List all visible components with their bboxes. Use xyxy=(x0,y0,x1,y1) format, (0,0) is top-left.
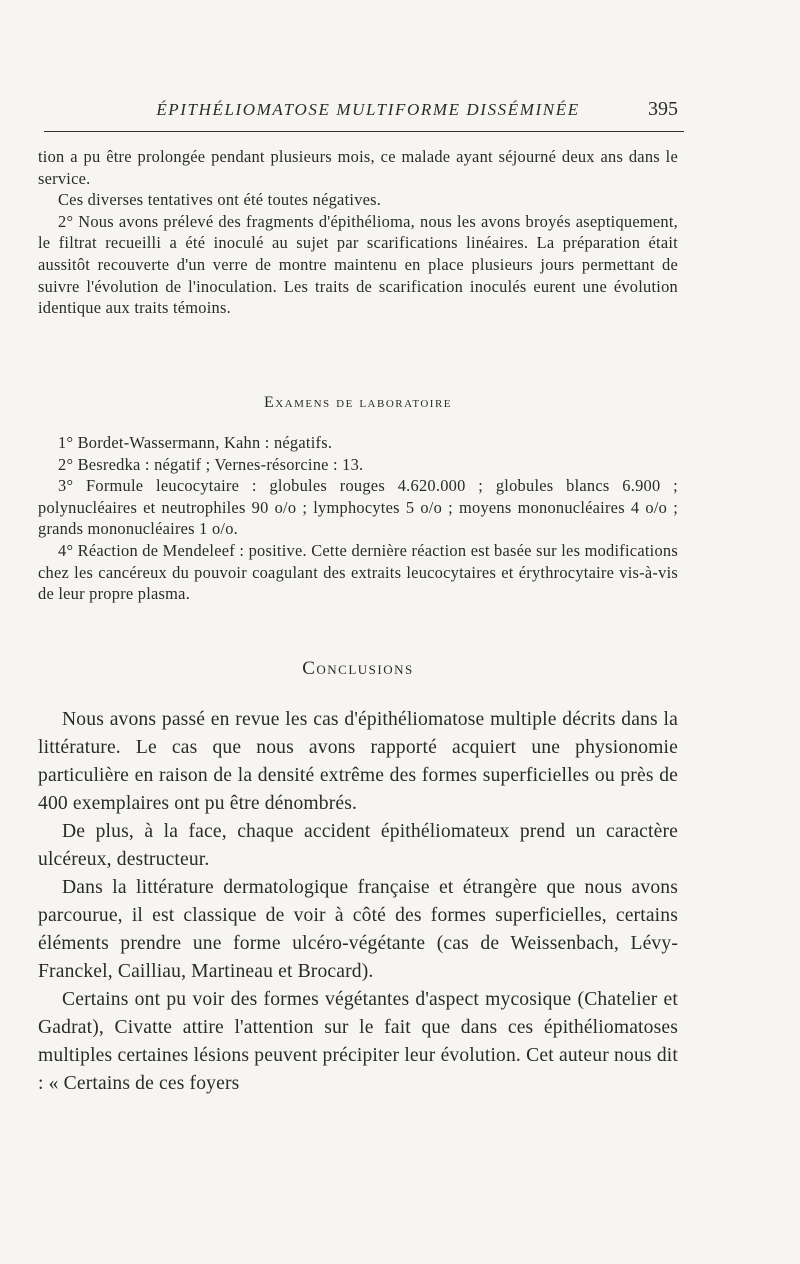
labo-item: 3° Formule leucocytaire : globules rouges 4.620.000 ; globules blancs 6.900 ; polynucléaires et neutrophiles 90 o/o ; lymphocytes 5 o/o ; moyens mononucléaires 4 o/o ; grands mononucléaires 1 o/o. xyxy=(38,476,678,539)
paragraph-inoculation: 2° Nous avons prélevé des fragments d'épithélioma, nous les avons broyés aseptiquement, le filtrat recueilli a été inoculé au sujet par scarifications linéaires. La préparation était aussitôt recouverte d'un verre de montre maintenu en place plusieurs jours permettant de suivre l'évolution de l'inoculation. Les traits de scarification inoculés eurent une évolution identique aux traits témoins. xyxy=(38,211,678,318)
header-rule xyxy=(44,131,684,132)
paragraph-continuation: tion a pu être prolongée pendant plusieurs mois, ce malade ayant séjourné deux ans dans le service. xyxy=(38,147,678,188)
labo-item: 2° Besredka : négatif ; Vernes-résorcine : 13. xyxy=(58,454,364,474)
conclusions-text xyxy=(38,706,678,1098)
labo-item: 4° Réaction de Mendeleef : positive. Cette dernière réaction est basée sur les modifications chez les cancéreux du pouvoir coagulant des extraits leucocytaires et érythrocytaire vis-à-vis de leur propre plasma. xyxy=(38,540,678,604)
conclusion-paragraph: Nous avons passé en revue les cas d'épithéliomatose multiple décrits dans la littérature. Le cas que nous avons rapporté acquiert une physionomie particulière en raison de la densité extrême des formes superficielles ou près de 400 exemplaires ont pu être dénombrés. xyxy=(38,709,678,814)
page-header xyxy=(38,96,678,128)
conclusion-paragraph: Certains ont pu voir des formes végétantes d'aspect mycosique (Chatelier et Gadrat), Civatte attire l'attention sur le fait que dans ces épithéliomatoses multiples certaines lésions peuvent précipiter leur évolution. Cet auteur nous dit : « Certains de ces foyers xyxy=(38,989,678,1094)
conclusion-paragraph: De plus, à la face, chaque accident épithéliomateux prend un caractère ulcéreux, destructeur. xyxy=(38,821,678,870)
section-heading-labo: Examens de laboratoire xyxy=(263,394,453,411)
section-heading-conclusions: Conclusions xyxy=(302,658,414,679)
top-text-block xyxy=(38,146,678,319)
paragraph-tentatives: Ces diverses tentatives ont été toutes négatives. xyxy=(58,190,382,210)
conclusion-paragraph: Dans la littérature dermatologique française et étrangère que nous avons parcourue, il est classique de voir à côté des formes superficielles, certains éléments prendre une forme ulcéro-végétante (cas de Weissenbach, Lévy-Franckel, Cailliau, Martineau et Brocard). xyxy=(38,877,678,982)
labo-list xyxy=(38,432,678,605)
labo-item: 1° Bordet-Wassermann, Kahn : négatifs. xyxy=(58,433,333,452)
page-number: 395 xyxy=(648,98,678,120)
running-title: ÉPITHÉLIOMATOSE MULTIFORME DISSÉMINÉE xyxy=(156,100,580,119)
